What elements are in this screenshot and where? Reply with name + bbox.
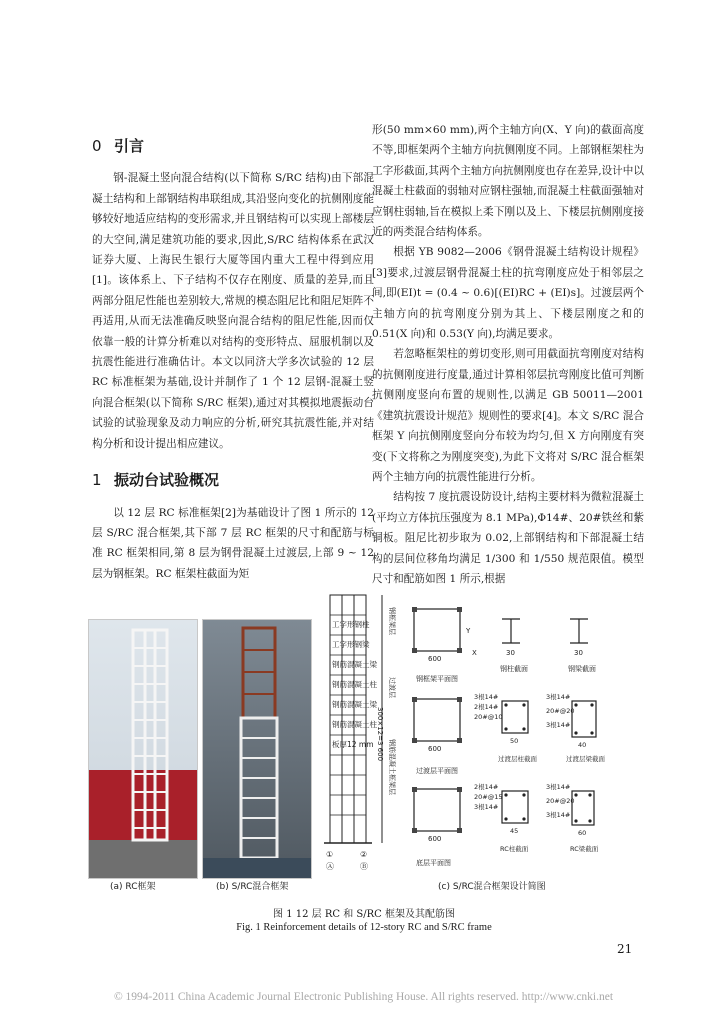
src-frame-illustration (203, 620, 311, 878)
dim-label: 600 (428, 655, 442, 663)
rebar-note: 3根14# (546, 693, 571, 701)
zone-label-steel: 钢框架层 (388, 607, 396, 635)
zone-label-rc: 钢筋混凝土框架层 (388, 739, 396, 795)
rc-frame-photo (88, 619, 198, 879)
section-number: 0 (92, 137, 102, 155)
rebar-note: 2根14# (474, 783, 499, 791)
axis-label-x: X (472, 649, 477, 657)
paragraph-stiffness: 若忽略框架柱的剪切变形,则可用截面抗弯刚度对结构的抗侧刚度进行度量,通过计算相邻层抗弯刚度比值可判断抗侧刚度竖向布置的规则性,以满足 GB 50011—2001《建筑抗震设计规范》规则性的要求[4]。本文 S/RC 混合框架 Y 向抗侧刚度竖向分布较为均匀,但 X 方向刚度有突变(下文将称之为刚度突变),为此下文将对 S/RC 混合框架两个主轴方向的抗震性能进行分析。 (372, 348, 644, 483)
rebar-note: 3根14# (546, 721, 571, 729)
elevation-frame (324, 595, 382, 843)
section-title: 振动台试验概况 (114, 471, 220, 490)
section-heading-1 (92, 470, 374, 490)
elev-label: 钢筋混凝土柱 (332, 720, 377, 729)
dim-label: 40 (578, 741, 587, 749)
figure-1 (88, 589, 640, 893)
section-label: 钢梁截面 (568, 665, 596, 673)
section-label: RC柱截面 (500, 845, 529, 853)
right-column (372, 120, 644, 589)
dim-label: 50 (510, 737, 519, 745)
axis-mark: ① (326, 850, 334, 859)
dim-label: 600 (428, 835, 442, 843)
elev-label: 工字形钢梁 (332, 640, 370, 649)
src-frame-photo (202, 619, 312, 879)
section-title: 引言 (114, 137, 145, 155)
elev-label: 钢筋混凝土柱 (332, 680, 377, 689)
rebar-note: 3根14# (474, 803, 499, 811)
paragraph-design: 结构按 7 度抗震设防设计,结构主要材料为微粒混凝土(平均立方体抗压强度为 8.1 MPa),Φ14#、20#铁丝和紫铜板。阻尼比初步取为 0.02,上部钢结构和下部混凝土结构的层间位移角均满足 1/300 和 1/550 规范限值。模型尺寸和配筋如图 1 所示,根据 (372, 491, 644, 585)
paragraph-transfer-story: 根据 YB 9082—2006《钢骨混凝土结构设计规程》[3]要求,过渡层钢骨混凝土柱的抗弯刚度应处于相邻层之间,即(EI)t = (0.4 ~ 0.6)[(EI)RC + (EI)s]。过渡层两个主轴方向的抗弯刚度分别为其上、下楼层刚度之和的 0.51(X 向)和 0.53(Y 向),均满足要求。 (372, 246, 644, 341)
dim-label: 30 (506, 649, 515, 657)
rebar-note: 3根14# (546, 783, 571, 791)
subfigure-label-c: (c) S/RC混合框架设计简图 (438, 882, 546, 892)
subfigure-label-a: (a) RC框架 (110, 882, 156, 892)
rebar-note: 3根14# (546, 811, 571, 819)
rebar-note: 2根14# (474, 703, 499, 711)
page-number: 21 (617, 942, 633, 956)
section-number: 1 (92, 471, 102, 490)
rebar-note: 20#@15 (474, 793, 503, 801)
axis-mark: Ⓐ (326, 862, 334, 871)
intro-paragraph: 钢-混凝土竖向混合结构(以下简称 S/RC 结构)由下部混凝土结构和上部钢结构串联组成,其沿竖向变化的抗侧刚度能够较好地适应结构的变形需求,并且钢结构可以实现上部楼层的大空间,满足建筑功能的要求,因此,S/RC 结构体系在武汉证券大厦、上海民生银行大厦等国内重大工程中得到应用[1]。该体系上、下子结构不仅存在刚度、质量的差异,而且两部分阻尼性能也差别较大,常规的模态阻尼比和阻尼矩阵不再适用,从而无法准确反映竖向混合结构的阻尼性能,因而仅依靠一般的计算分析难以对结构的变形特点、屈服机制以及抗震性能进行准确估计。本文以同济大学多次试验的 12 层 RC 标准框架为基础,设计并制作了 1 个 12 层钢-混凝土竖向混合框架(以下简称 S/RC 框架),通过对其模拟地震振动台试验的试验现象及动力响应的分析,研究其抗震性能,并对结构分析和设计提出相应建议。 (92, 172, 374, 450)
rc-frame-illustration (89, 620, 197, 878)
plan-label: 钢框架平面图 (416, 675, 458, 683)
figure-caption-cn: 图 1 12 层 RC 和 S/RC 框架及其配筋图 (273, 909, 455, 920)
steel-sections (502, 619, 588, 643)
continued-paragraph: 形(50 mm×60 mm),两个主轴方向(X、Y 向)的截面高度不等,即框架两个主轴方向抗侧刚度不同。上部钢框架柱为工字形截面,其两个主轴方向抗侧刚度也存在差异,设计中以混凝土柱截面的弱轴对应钢柱强轴,而混凝土柱截面强轴对应钢柱弱轴,旨在模拟上柔下刚以及上、下楼层抗侧刚度接近的两类混合结构体系。 (372, 124, 644, 239)
elev-label: 钢筋混凝土梁 (332, 700, 377, 709)
plan-label: 底层平面图 (416, 859, 451, 867)
plan-label: 过渡层平面图 (416, 767, 458, 775)
section-label: RC梁截面 (570, 845, 599, 853)
left-column (92, 120, 374, 584)
rebar-note: 20#@20 (546, 797, 575, 805)
design-drawing (316, 589, 640, 879)
rebar-note: 3根14# (474, 693, 499, 701)
copyright-footer: © 1994-2011 China Academic Journal Electronic Publishing House. All rights reserved. http://www.cnki.net (113, 991, 614, 1003)
dim-label: 45 (510, 827, 519, 835)
section-label: 过渡层柱截面 (498, 755, 537, 763)
axis-mark: ② (360, 850, 368, 859)
zone-label-transfer: 过渡层 (388, 677, 396, 698)
rebar-note: 20#@10 (474, 713, 503, 721)
axis-label-y: Y (466, 627, 471, 635)
section-label: 钢柱截面 (500, 665, 528, 673)
section-heading-intro (92, 136, 374, 156)
rebar-note: 20#@20 (546, 707, 575, 715)
elev-label: 板厚12 mm (332, 740, 374, 749)
dim-label: 30 (574, 649, 583, 657)
elev-label: 工字形钢柱 (332, 620, 370, 629)
height-dimension: 300×12=3 600 (376, 707, 384, 762)
subfigure-label-b: (b) S/RC混合框架 (216, 882, 289, 892)
section-label: 过渡层梁截面 (566, 755, 605, 763)
plan-drawings (414, 609, 460, 831)
elev-label: 钢筋混凝土梁 (332, 660, 377, 669)
section1-paragraph: 以 12 层 RC 标准框架[2]为基础设计了图 1 所示的 12 层 S/RC 混合框架,其下部 7 层 RC 框架的尺寸和配筋与标准 RC 框架相同,第 8 层为钢骨混凝土过渡层,上部 9 ~ 12 层为钢框架。RC 框架柱截面为矩 (92, 506, 374, 580)
figure-caption-en: Fig. 1 Reinforcement details of 12-story RC and S/RC frame (236, 922, 492, 933)
dim-label: 60 (578, 829, 587, 837)
dim-label: 600 (428, 745, 442, 753)
axis-mark: Ⓑ (360, 862, 368, 871)
